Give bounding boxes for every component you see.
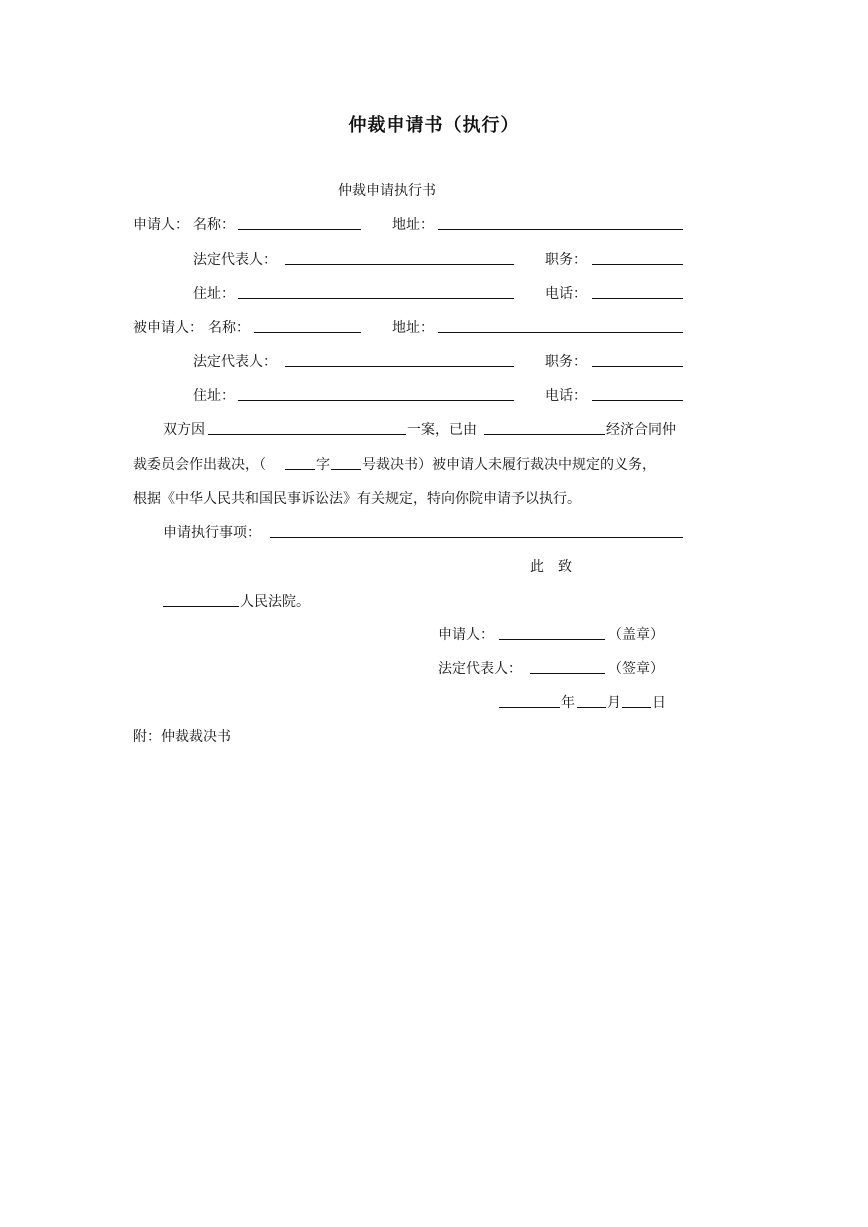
applicant-address-field[interactable] [438, 215, 683, 236]
respondent-phone-label: 电话： [545, 388, 587, 404]
court-field[interactable] [163, 592, 239, 613]
body-p2-char: 字 [316, 457, 330, 473]
matters-field[interactable] [270, 523, 683, 544]
respondent-position-field[interactable] [592, 352, 683, 373]
committee-field[interactable] [484, 420, 605, 441]
year-field[interactable] [499, 693, 560, 714]
body-p1-intro: 双方因 [163, 422, 205, 438]
sign-applicant-label: 申请人： [438, 627, 494, 643]
applicant-position-label: 职务： [545, 252, 587, 268]
applicant-rep-field[interactable] [285, 250, 514, 271]
body-p2-start: 裁委员会作出裁决，（ [133, 457, 266, 473]
body-p3: 根据《中华人民共和国民事诉讼法》有关规定，特向你院申请予以执行。 [133, 491, 581, 507]
case-field[interactable] [208, 420, 406, 441]
applicant-rep-label: 法定代表人： [193, 252, 277, 268]
respondent-position-label: 职务： [545, 354, 587, 370]
year-label: 年 [561, 695, 575, 711]
applicant-address-label: 地址： [392, 217, 434, 233]
document-title: 仲裁申请书（执行） [348, 115, 520, 136]
month-label: 月 [607, 695, 621, 711]
sign-applicant-field[interactable] [499, 625, 605, 646]
applicant-phone-field[interactable] [592, 284, 683, 305]
respondent-rep-field[interactable] [285, 352, 514, 373]
award-prefix-field[interactable] [285, 455, 315, 476]
respondent-name-field[interactable] [254, 318, 361, 339]
body-p1-end: 经济合同仲 [606, 422, 676, 438]
day-label: 日 [652, 695, 666, 711]
day-field[interactable] [622, 693, 651, 714]
applicant-phone-label: 电话： [545, 286, 587, 302]
respondent-address-field[interactable] [438, 318, 683, 339]
salutation: 此 致 [530, 559, 572, 575]
applicant-residence-label: 住址： [193, 286, 235, 302]
applicant-name-label: 名称： [193, 217, 235, 233]
respondent-phone-field[interactable] [592, 386, 683, 407]
court-suffix: 人民法院。 [240, 594, 310, 610]
seal-note: （盖章） [608, 627, 664, 643]
signature-note: （签章） [608, 661, 664, 677]
matters-label: 申请执行事项： [163, 525, 261, 541]
document-subtitle: 仲裁申请执行书 [338, 183, 436, 199]
body-p1-mid: 一案，已由 [407, 422, 477, 438]
sign-rep-field[interactable] [530, 659, 605, 680]
award-number-field[interactable] [331, 455, 361, 476]
respondent-label: 被申请人： [133, 320, 203, 336]
applicant-position-field[interactable] [592, 250, 683, 271]
applicant-residence-field[interactable] [238, 284, 514, 305]
respondent-name-label: 名称： [208, 320, 250, 336]
respondent-residence-field[interactable] [238, 386, 514, 407]
applicant-label: 申请人： [133, 217, 189, 233]
respondent-rep-label: 法定代表人： [193, 354, 277, 370]
body-p2-end: 号裁决书）被申请人未履行裁决中规定的义务， [362, 457, 656, 473]
applicant-name-field[interactable] [238, 215, 361, 236]
attachment-note: 附：仲裁裁决书 [133, 729, 231, 745]
sign-rep-label: 法定代表人： [438, 661, 522, 677]
respondent-residence-label: 住址： [193, 388, 235, 404]
month-field[interactable] [577, 693, 606, 714]
respondent-address-label: 地址： [392, 320, 434, 336]
